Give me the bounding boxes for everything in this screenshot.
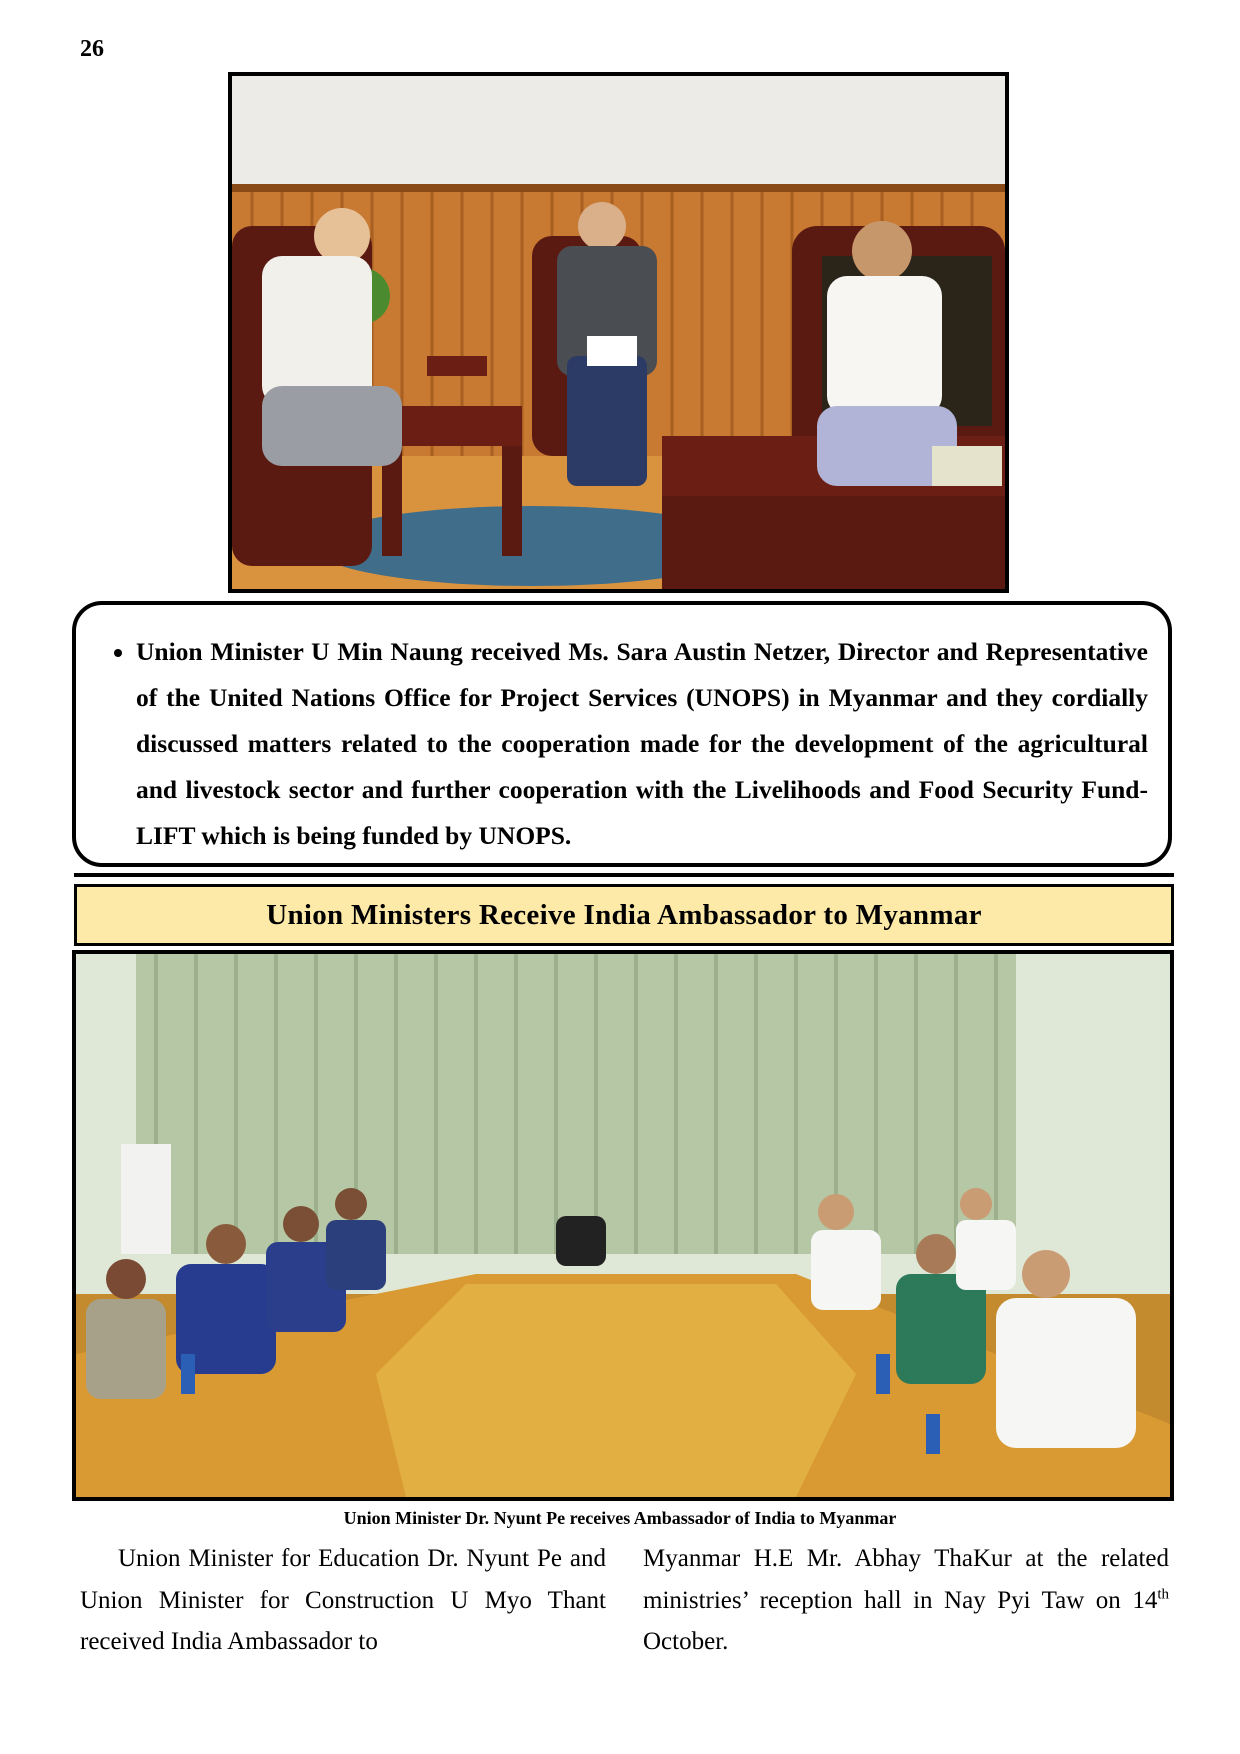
meeting-photo-india-ambassador-image [76,954,1170,1497]
unops-caption-box [72,601,1172,867]
page-number: 26 [80,36,104,62]
unops-caption-text: • Union Minister U Min Naung received Ms. Sara Austin Netzer, Director and Representative of the United Nations Office for Project Services (UNOPS) in Myanmar and they cordially discussed matters related to the cooperation made for the development of the agricultural and livestock sector and further cooperation with the Livelihoods and Food Security Fund-LIFT which is being funded by UNOPS. [136,629,1148,859]
body-text-column-2 [643,1538,1169,1663]
date-ordinal-suffix: th [1157,1586,1169,1603]
headline: Union Ministers Receive India Ambassador to Myanmar [266,898,982,931]
photo-caption: Union Minister Dr. Nyunt Pe receives Ambassador of India to Myanmar [343,1508,897,1528]
meeting-photo-unops [228,72,1009,593]
body-text-col2-end: October. [643,1628,729,1655]
body-text-col2-main: Myanmar H.E Mr. Abhay ThaKur at the related ministries’ reception hall in Nay Pyi Taw on 14 [643,1545,1169,1614]
section-divider [74,873,1174,877]
body-text-column-1: Union Minister for Education Dr. Nyunt Pe and Union Minister for Construction U Myo Thant received India Ambassador to [80,1545,606,1655]
headline-bar [74,884,1174,946]
meeting-photo-india-ambassador [72,950,1174,1501]
meeting-photo-unops-image [232,76,1005,589]
